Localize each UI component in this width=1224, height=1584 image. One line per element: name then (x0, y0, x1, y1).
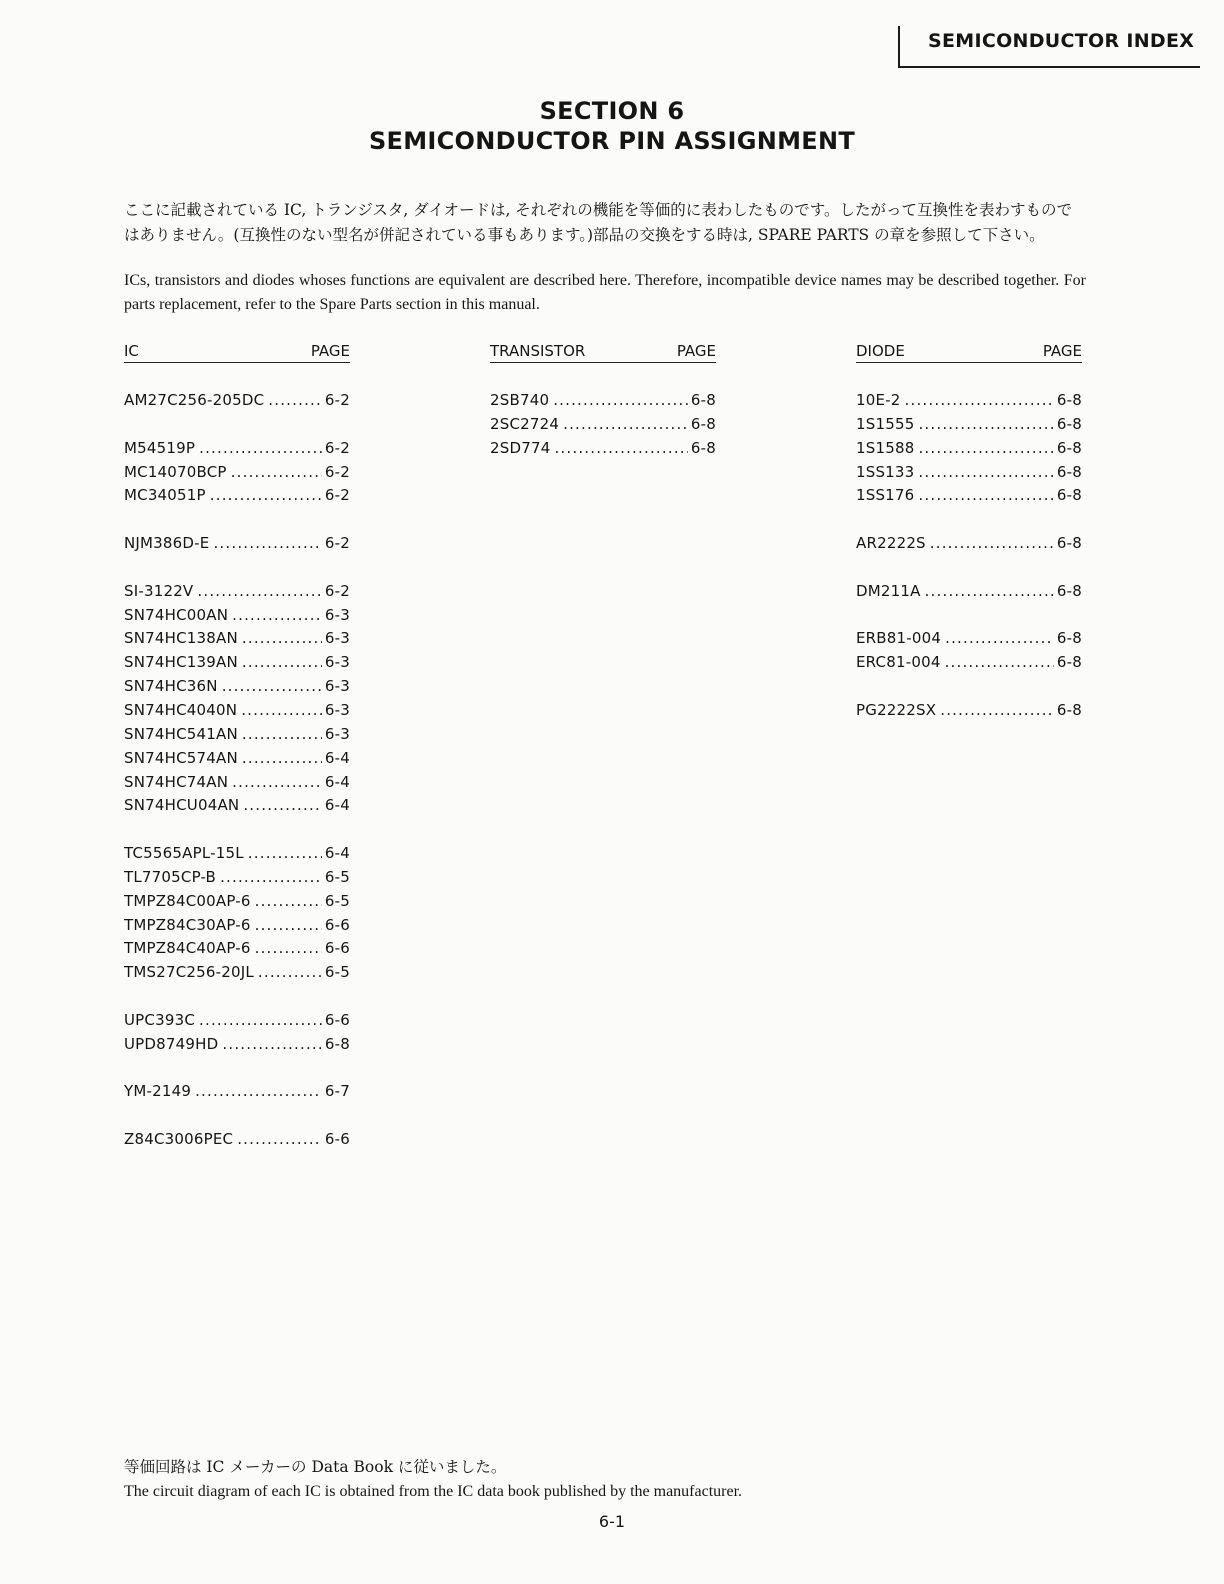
section-header-tab (898, 26, 1200, 68)
part-number: SN74HC138AN (124, 629, 238, 648)
dot-leader (243, 794, 322, 818)
ic-index-entry (124, 604, 350, 628)
ic-column-header (124, 341, 350, 363)
part-number: TL7705CP-B (124, 867, 217, 886)
dot-leader (554, 437, 687, 461)
ic-index-entry (124, 389, 350, 413)
part-number: 1S1555 (856, 414, 915, 433)
transistor-index-entry (490, 413, 716, 437)
ic-index-entry (124, 461, 350, 485)
transistor-column (490, 341, 716, 461)
intro-japanese-line-2: はありません。(互換性のない型名が併記されている事もあります。)部品の交換をする時は, SPARE PARTS の章を参照して下さい。 (124, 226, 1045, 244)
transistor-column-header (490, 341, 716, 363)
ic-index-entry (124, 1080, 350, 1104)
part-number: 2SB740 (490, 391, 550, 409)
diode-index-entry (856, 532, 1082, 556)
part-number: SI-3122V (124, 581, 194, 600)
transistor-index-entry (490, 437, 716, 461)
page-reference: 6-2 (324, 438, 350, 457)
diode-index-entry (856, 651, 1082, 675)
dot-leader (222, 1033, 322, 1057)
section-header-label: SEMICONDUCTOR INDEX (928, 30, 1195, 52)
page-reference: 6-3 (324, 605, 350, 624)
ic-index-entry (124, 937, 350, 961)
ic-index-entry (124, 1128, 350, 1152)
part-number: SN74HCU04AN (124, 796, 240, 815)
dot-leader (242, 627, 322, 651)
ic-index-entry (124, 842, 350, 866)
ic-entry-list (124, 389, 350, 1152)
page-reference: 6-2 (324, 581, 350, 600)
page-reference: 6-8 (324, 1034, 350, 1053)
page-reference: 6-4 (324, 772, 350, 791)
ic-index-entry (124, 651, 350, 675)
page-reference: 6-4 (324, 796, 350, 815)
diode-entry-list (856, 389, 1082, 723)
page-reference: 6-8 (1056, 700, 1082, 719)
dot-leader (255, 937, 322, 961)
part-number: SN74HC00AN (124, 605, 229, 624)
part-number: ERB81-004 (856, 629, 942, 648)
dot-leader (255, 914, 322, 938)
ic-index-entry (124, 914, 350, 938)
diode-column-header (856, 341, 1082, 363)
part-number: SN74HC74AN (124, 772, 229, 791)
part-number: 2SD774 (490, 438, 551, 457)
group-spacer (856, 508, 1082, 532)
page-reference: 6-5 (324, 891, 350, 910)
group-spacer (124, 556, 350, 580)
page-reference: 6-5 (324, 963, 350, 982)
part-number: MC34051P (124, 486, 206, 505)
dot-leader (222, 675, 322, 699)
part-number: AR2222S (856, 534, 926, 553)
group-spacer (124, 1057, 350, 1081)
dot-leader (242, 723, 322, 747)
group-spacer (124, 508, 350, 532)
dot-leader (940, 699, 1054, 723)
page-reference: 6-2 (324, 534, 350, 553)
dot-leader (945, 651, 1054, 675)
ic-index-entry (124, 890, 350, 914)
group-spacer (124, 413, 350, 437)
dot-leader (945, 627, 1054, 651)
part-number: SN74HC139AN (124, 653, 238, 672)
part-number: 1SS176 (856, 486, 915, 505)
part-number: TMS27C256-20JL (124, 963, 254, 982)
page-reference: 6-2 (324, 391, 350, 409)
part-number: ERC81-004 (856, 653, 941, 672)
part-number: 2SC2724 (490, 414, 560, 433)
page-reference: 6-4 (324, 844, 350, 863)
dot-leader (258, 961, 322, 985)
part-number: DM211A (856, 581, 921, 600)
intro-english: ICs, transistors and diodes whoses functions are equivalent are described here. Therefore, incompatible device names may be described together. For parts replacement, refer to the Spare Parts section in this manual. (124, 272, 1086, 313)
part-number: TMPZ84C40AP-6 (124, 939, 251, 958)
part-number: 10E-2 (856, 391, 901, 409)
ic-index-entry (124, 675, 350, 699)
diode-index-entry (856, 580, 1082, 604)
dot-leader (918, 437, 1053, 461)
part-number: SN74HC541AN (124, 724, 238, 743)
part-number: MC14070BCP (124, 462, 227, 481)
ic-index-entry (124, 1033, 350, 1057)
group-spacer (856, 604, 1082, 628)
part-number: UPD8749HD (124, 1034, 219, 1053)
part-number: TC5565APL-15L (124, 844, 244, 863)
diode-index-entry (856, 484, 1082, 508)
page-reference: 6-3 (324, 677, 350, 696)
ic-index-entry (124, 747, 350, 771)
part-number: UPC393C (124, 1010, 196, 1029)
dot-leader (242, 747, 322, 771)
part-number: M54519P (124, 438, 196, 457)
dot-leader (930, 532, 1054, 556)
diode-index-entry (856, 627, 1082, 651)
dot-leader (918, 461, 1053, 485)
page-reference: 6-2 (324, 462, 350, 481)
page-reference: 6-2 (324, 486, 350, 505)
diode-index-entry (856, 413, 1082, 437)
ic-column (124, 341, 350, 1152)
dot-leader (255, 890, 322, 914)
part-number: SN74HC4040N (124, 700, 238, 719)
dot-leader (199, 437, 322, 461)
transistor-page-heading: PAGE (676, 342, 716, 360)
transistor-index-entry (490, 389, 716, 413)
ic-page-heading: PAGE (310, 342, 350, 360)
ic-index-entry (124, 723, 350, 747)
page-reference: 6-8 (1056, 391, 1082, 409)
page-reference: 6-6 (324, 1010, 350, 1029)
page-reference: 6-8 (1056, 414, 1082, 433)
dot-leader (553, 389, 688, 413)
ic-index-entry (124, 437, 350, 461)
ic-index-entry (124, 484, 350, 508)
page-number: 6-1 (598, 1512, 626, 1531)
part-number: TMPZ84C30AP-6 (124, 915, 251, 934)
part-number: YM-2149 (124, 1082, 192, 1101)
dot-leader (241, 699, 322, 723)
group-spacer (124, 818, 350, 842)
group-spacer (856, 675, 1082, 699)
diode-page-heading: PAGE (1042, 342, 1082, 360)
footnote-english: The circuit diagram of each IC is obtained from the IC data book published by the manufacturer. (124, 1483, 743, 1500)
page-reference: 6-4 (324, 748, 350, 767)
page-reference: 6-8 (690, 391, 716, 409)
page-reference: 6-8 (1056, 486, 1082, 505)
diode-index-entry (856, 389, 1082, 413)
part-number: Z84C3006PEC (124, 1130, 234, 1149)
dot-leader (268, 389, 322, 413)
page-reference: 6-6 (324, 939, 350, 958)
page-reference: 6-7 (324, 1082, 350, 1101)
dot-leader (248, 842, 322, 866)
intro-japanese-line-1: ここに記載されている IC, トランジスタ, ダイオードは, それぞれの機能を等価的に表わしたものです。したがって互換性を表わすもので (124, 201, 1073, 219)
page-reference: 6-8 (690, 414, 716, 433)
dot-leader (237, 1128, 322, 1152)
page-reference: 6-8 (1056, 581, 1082, 600)
page-reference: 6-3 (324, 653, 350, 672)
dot-leader (195, 1080, 322, 1104)
part-number: SN74HC574AN (124, 748, 238, 767)
page-reference: 6-8 (1056, 462, 1082, 481)
group-spacer (124, 1104, 350, 1128)
ic-index-entry (124, 1009, 350, 1033)
page-reference: 6-8 (690, 438, 716, 457)
ic-index-entry (124, 532, 350, 556)
diode-heading: DIODE (856, 342, 905, 360)
section-number: SECTION 6 (539, 97, 685, 125)
ic-index-entry (124, 580, 350, 604)
diode-column (856, 341, 1082, 723)
dot-leader (210, 484, 322, 508)
part-number: NJM386D-E (124, 534, 210, 553)
page-reference: 6-8 (1056, 438, 1082, 457)
dot-leader (925, 580, 1054, 604)
group-spacer (124, 985, 350, 1009)
page-reference: 6-8 (1056, 653, 1082, 672)
page-reference: 6-8 (1056, 629, 1082, 648)
ic-index-entry (124, 794, 350, 818)
ic-index-entry (124, 866, 350, 890)
part-number: SN74HC36N (124, 677, 218, 696)
dot-leader (199, 1009, 322, 1033)
page-reference: 6-6 (324, 915, 350, 934)
diode-index-entry (856, 461, 1082, 485)
dot-leader (918, 413, 1053, 437)
dot-leader (197, 580, 321, 604)
ic-index-entry (124, 961, 350, 985)
diode-index-entry (856, 437, 1082, 461)
part-number: TMPZ84C00AP-6 (124, 891, 251, 910)
dot-leader (220, 866, 322, 890)
page-reference: 6-6 (324, 1130, 350, 1149)
dot-leader (232, 771, 322, 795)
page-reference: 6-3 (324, 700, 350, 719)
section-title: SEMICONDUCTOR PIN ASSIGNMENT (368, 127, 856, 155)
dot-leader (918, 484, 1053, 508)
ic-index-entry (124, 771, 350, 795)
ic-index-entry (124, 627, 350, 651)
footnote-japanese: 等価回路は IC メーカーの Data Book に従いました。 (124, 1458, 507, 1476)
part-number: 1S1588 (856, 438, 915, 457)
diode-index-entry (856, 699, 1082, 723)
part-number: 1SS133 (856, 462, 915, 481)
dot-leader (905, 389, 1054, 413)
dot-leader (231, 461, 322, 485)
dot-leader (563, 413, 688, 437)
page-reference: 6-3 (324, 724, 350, 743)
transistor-heading: TRANSISTOR (490, 342, 586, 360)
page-reference: 6-3 (324, 629, 350, 648)
part-number: PG2222SX (856, 700, 937, 719)
dot-leader (232, 604, 322, 628)
page-reference: 6-8 (1056, 534, 1082, 553)
ic-index-entry (124, 699, 350, 723)
ic-heading: IC (124, 342, 139, 360)
dot-leader (242, 651, 322, 675)
transistor-entry-list (490, 389, 716, 461)
page-reference: 6-5 (324, 867, 350, 886)
part-number: AM27C256-205DC (124, 391, 265, 409)
dot-leader (213, 532, 321, 556)
group-spacer (856, 556, 1082, 580)
